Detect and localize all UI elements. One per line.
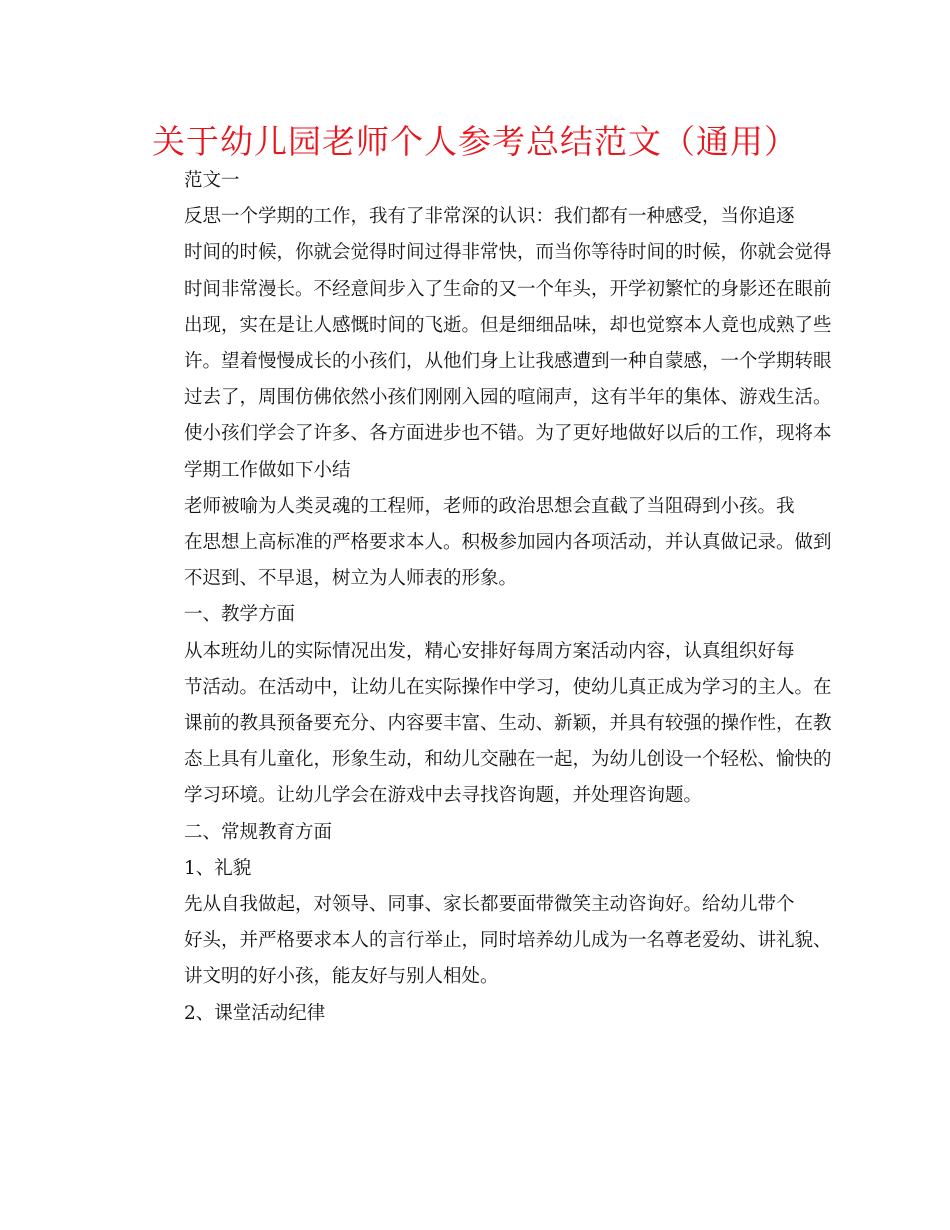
- paragraph: [147, 199, 832, 489]
- paragraph-line: 态上具有儿童化，形象生动，和幼儿交融在一起，为幼儿创设一个轻松、愉快的: [184, 749, 832, 771]
- document-body: [147, 163, 832, 1032]
- paragraph-line: 从本班幼儿的实际情况出发，精心安排好每周方案活动内容，认真组织好每: [184, 640, 795, 662]
- paragraph-line: 老师被喻为人类灵魂的工程师，老师的政治思想会直截了当阻碍到小孩。我: [184, 495, 795, 517]
- paragraph: [147, 851, 807, 887]
- paragraph-line: 学期工作做如下小结: [184, 459, 351, 481]
- paragraph: [147, 597, 807, 633]
- paragraph: [147, 996, 807, 1032]
- paragraph-line: 不迟到、不早退，树立为人师表的形象。: [184, 568, 518, 590]
- paragraph-line: 节活动。在活动中，让幼儿在实际操作中学习，使幼儿真正成为学习的主人。在: [184, 676, 832, 698]
- paragraph-line: 出现，实在是让人感慨时间的飞逝。但是细细品味，却也觉察本人竟也成熟了些: [184, 314, 832, 336]
- paragraph: [147, 163, 807, 199]
- paragraph-line: 反思一个学期的工作，我有了非常深的认识：我们都有一种感受，当你追逐: [184, 206, 795, 228]
- paragraph-line: 2、课堂活动纪律: [184, 1002, 326, 1024]
- paragraph: [147, 489, 832, 598]
- paragraph-line: 好头，并严格要求本人的言行举止，同时培养幼儿成为一名尊老爱幼、讲礼貌、: [184, 930, 832, 952]
- paragraph: [147, 887, 832, 996]
- paragraph-line: 过去了，周围仿佛依然小孩们刚刚入园的喧闹声，这有半年的集体、游戏生活。: [184, 387, 832, 409]
- paragraph-line: 许。望着慢慢成长的小孩们，从他们身上让我感遭到一种自蒙感，一个学期转眼: [184, 351, 832, 373]
- paragraph: [147, 634, 832, 815]
- paragraph-line: 学习环境。让幼儿学会在游戏中去寻找咨询题，并处理咨询题。: [184, 785, 703, 807]
- paragraph-line: 先从自我做起，对领导、同事、家长都要面带微笑主动咨询好。给幼儿带个: [184, 894, 795, 916]
- paragraph-line: 一、教学方面: [184, 604, 296, 626]
- paragraph-line: 在思想上高标准的严格要求本人。积极参加园内各项活动，并认真做记录。做到: [184, 532, 832, 554]
- paragraph-line: 范文一: [184, 170, 240, 191]
- paragraph-line: 使小孩们学会了许多、各方面进步也不错。为了更好地做好以后的工作，现将本: [184, 423, 832, 445]
- document-title: 关于幼儿园老师个人参考总结范文（通用）: [152, 122, 798, 161]
- paragraph-line: 1、礼貌: [184, 857, 252, 879]
- paragraph-line: 时间非常漫长。不经意间步入了生命的又一个年头，开学初繁忙的身影还在眼前: [184, 278, 832, 300]
- paragraph-line: 时间的时候，你就会觉得时间过得非常快，而当你等待时间的时候，你就会觉得: [184, 242, 832, 264]
- paragraph: [147, 815, 807, 851]
- paragraph-line: 讲文明的好小孩，能友好与别人相处。: [184, 966, 499, 988]
- paragraph-line: 二、常规教育方面: [184, 821, 333, 843]
- paragraph-line: 课前的教具预备要充分、内容要丰富、生动、新颖，并具有较强的操作性，在教: [184, 713, 832, 735]
